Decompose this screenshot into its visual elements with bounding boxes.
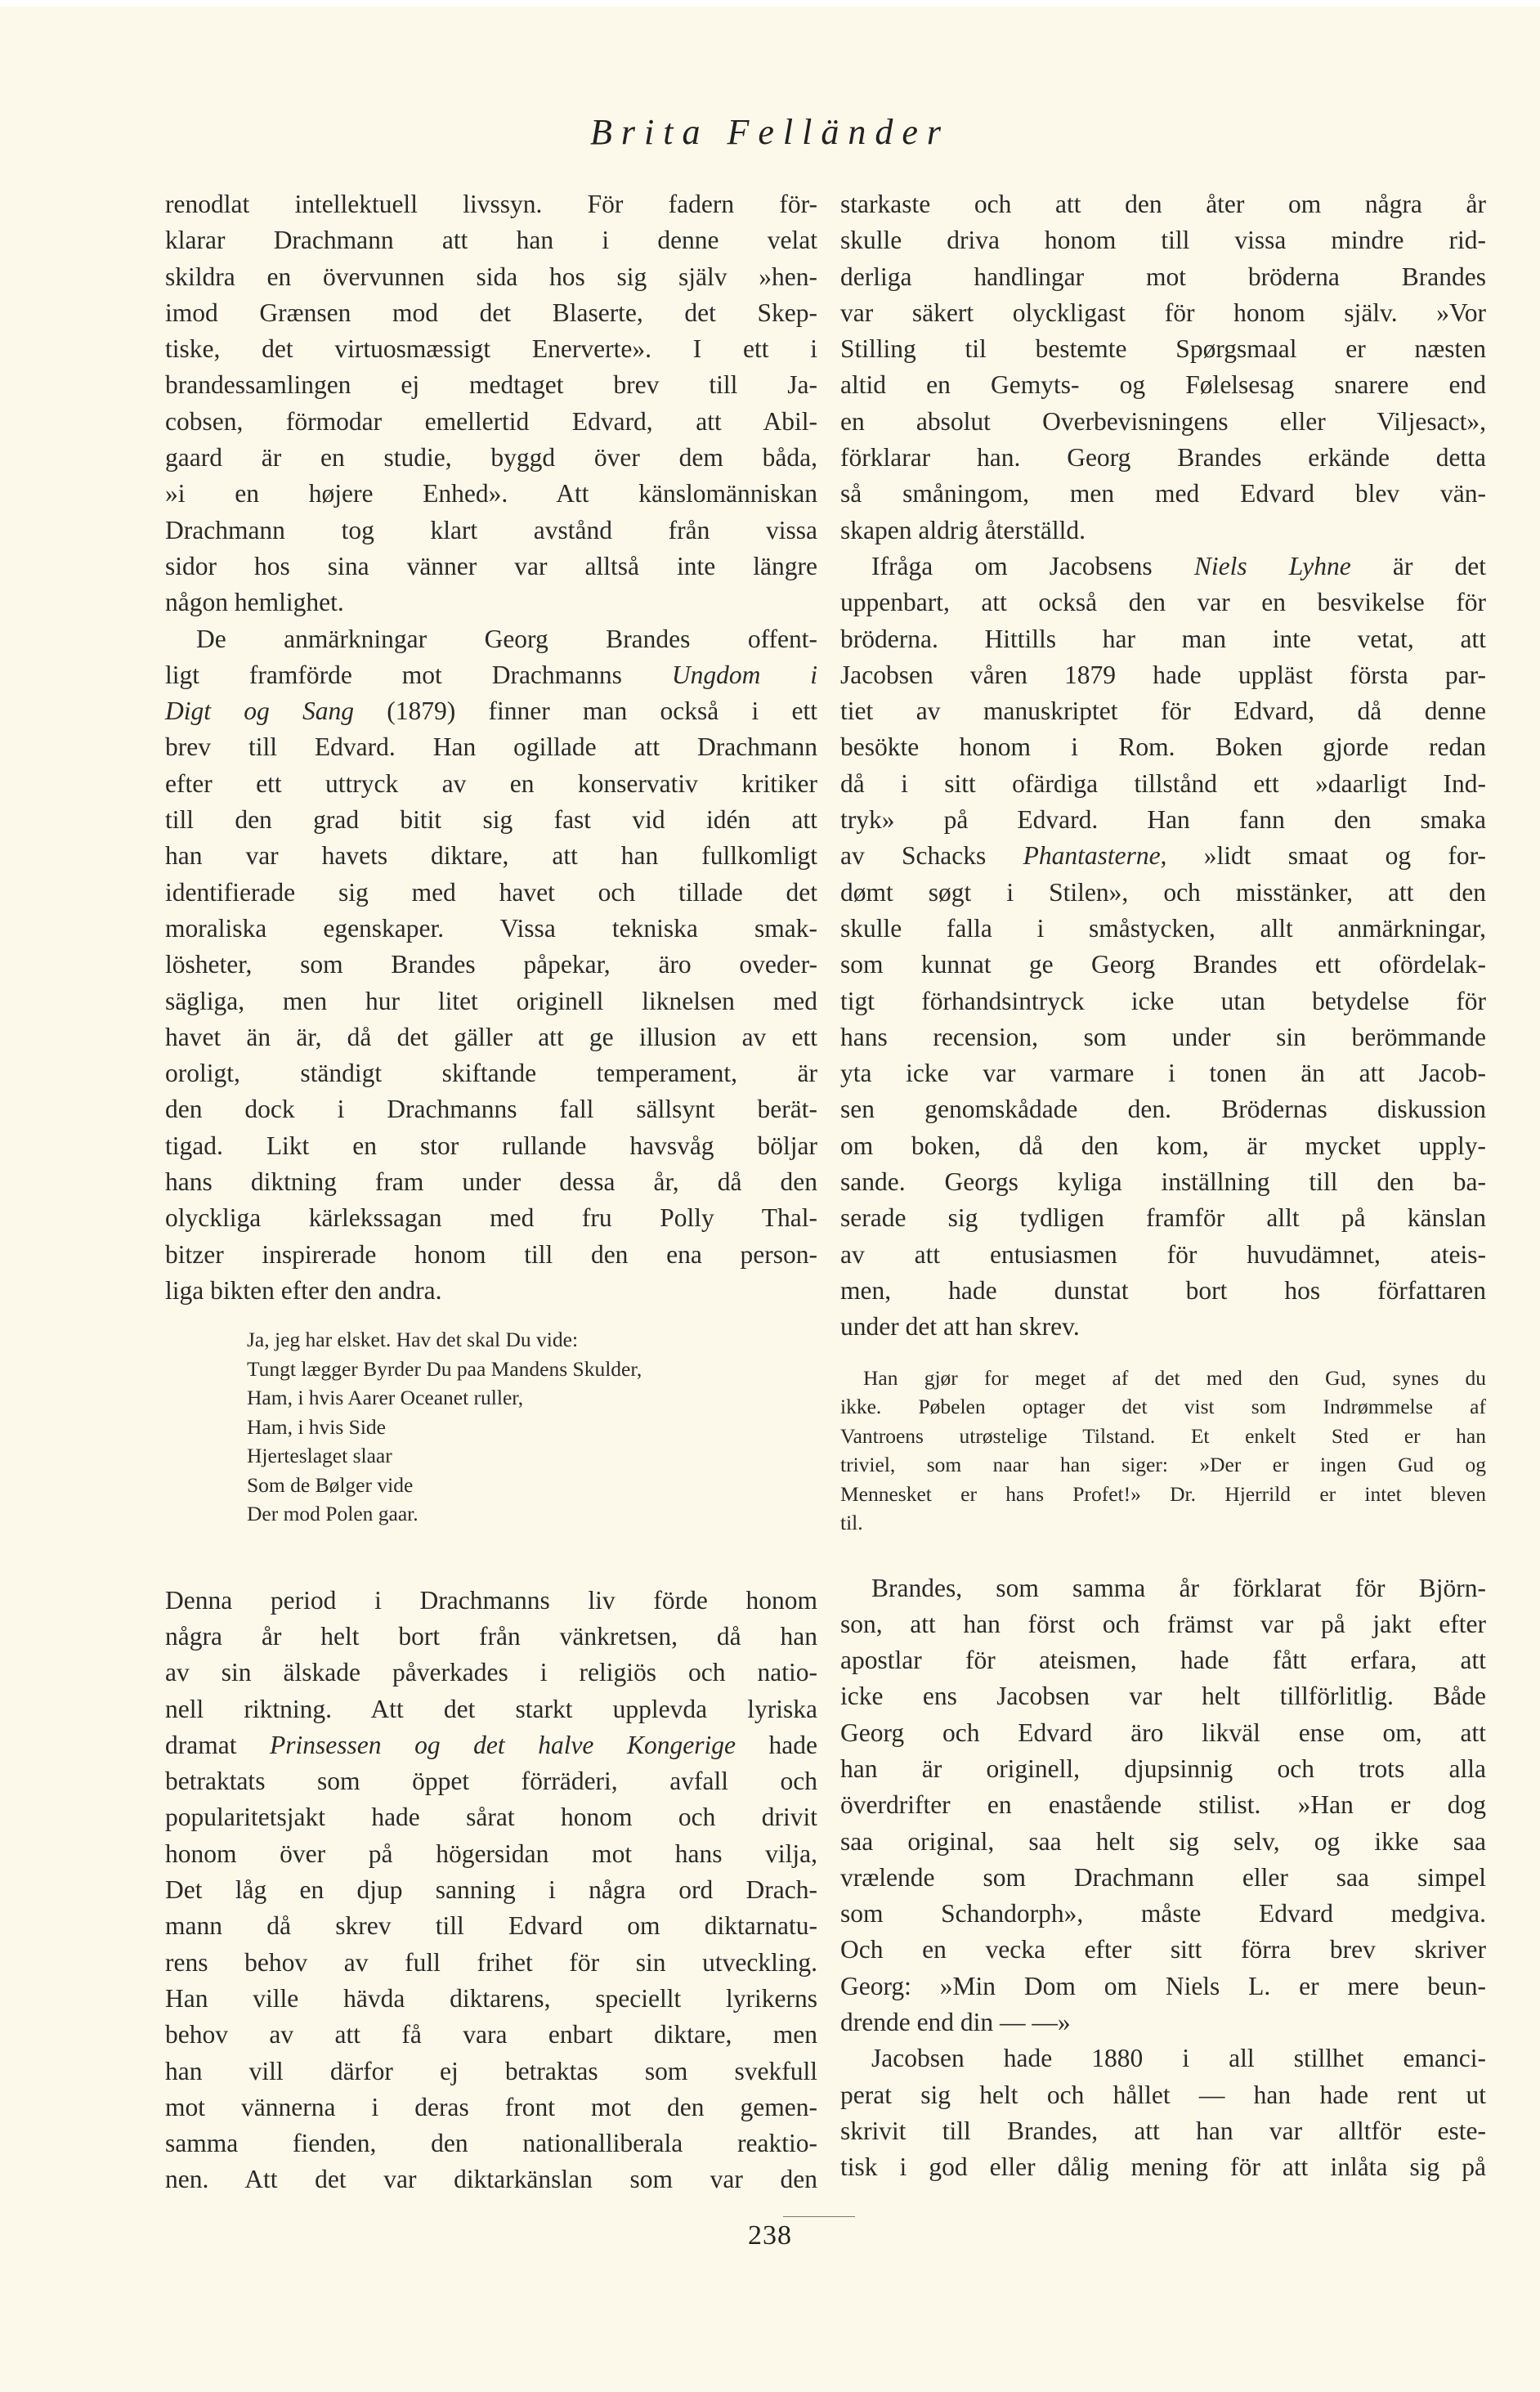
text-run: dramat [165,1730,271,1759]
text-line: mot vännerna i deras front mot den gemen- [165,2092,817,2121]
text-line: den dock i Drachmanns fall sällsynt berät- [165,1095,817,1124]
text-line: Georg: »Min Dom om Niels L. er mere beun- [840,1971,1486,2000]
text-line: tiske, det virtuosmæssigt Enerverte». I ett i [165,334,817,364]
quote-line: triviel, som naar han siger: »Der er ingen Gud og [840,1453,1486,1476]
poem-line: Ham, i hvis Aarer Oceanet ruller, [247,1386,524,1410]
text-run: ligt framförde mot Drachmanns [165,660,672,689]
text-line [840,838,1486,874]
text-line: tryk» på Edvard. Han fann den smaka [840,805,1486,835]
book-title-ungdom: Ungdom i [671,660,818,689]
text-line: gaard är en studie, byggd över dem båda, [165,443,817,473]
quote-line: ikke. Pøbelen optager det vist som Indrømmelse af [840,1395,1486,1418]
text-line: besökte honom i Rom. Boken gjorde redan [840,732,1486,762]
poem-line: Ham, i hvis Side [247,1414,386,1439]
text-line: så småningom, men med Edvard blev vän- [840,479,1486,508]
book-title-digt-og-sang: Digt og Sang [165,697,355,726]
quote-line: til. [840,1511,863,1534]
text-line: Denna period i Drachmanns liv förde honom [165,1585,817,1615]
text-line: Jacobsen våren 1879 hade uppläst första par- [840,660,1486,689]
text-line: oroligt, ständigt skiftande temperament, är [165,1059,817,1088]
right-column [840,186,1486,2186]
text-line: lösheter, som Brandes påpekar, äro oveder- [165,950,817,979]
text-line: renodlat intellektuell livssyn. För fadern för- [165,190,817,218]
text-line: var säkert olyckligast för honom själv. »Vor [840,298,1486,327]
book-title-prinsessen: Prinsessen og det halve Kongerige [270,1730,736,1759]
text-line: då i sitt ofärdiga tillstånd ett »daarligt Ind- [840,768,1486,798]
poem-line: Ja, jeg har elsket. Hav det skal Du vide: [247,1328,579,1352]
text-line: tigt förhandsintryck icke utan betydelse för [840,986,1486,1015]
running-head-author: Brita Felländer [590,112,950,152]
paragraph [840,2040,1486,2185]
paragraph [840,1570,1486,2041]
text-line: överdrifter en enastående stilist. »Han er dog [840,1790,1486,1820]
quote-line: Mennesket er hans Profet!» Dr. Hjerrild er intet bleven [840,1481,1486,1506]
text-line: till den grad bitit sig fast vid idén att [165,805,817,835]
text-line: imod Grænsen mod det Blaserte, det Skep- [165,298,817,327]
paragraph [165,186,817,621]
text-line: drende end din — —» [840,2008,1071,2037]
text-line: skildra en övervunnen sida hos sig själv »hen- [165,262,817,291]
page-number: 238 [748,2220,792,2251]
text-line: serade sig tydligen framför allt på känslan [840,1203,1486,1233]
text-line: brandessamlingen ej medtaget brev till Ja- [165,370,817,400]
text-line: icke ens Jacobsen var helt tillförlitlig. Både [840,1682,1486,1711]
text-line: dømt søgt i Stilen», och misstänker, att den [840,877,1486,907]
paragraph [840,186,1486,549]
paragraph [165,621,817,1310]
text-line: bitzer inspirerade honom till den ena person- [165,1239,817,1269]
text-line: olyckliga kärlekssagan med fru Polly Thal- [165,1203,817,1233]
text-line: Drachmann tog klart avstånd från vissa [165,515,817,544]
text-line: han var havets diktare, att han fullkomligt [165,841,817,871]
text-line: tisk i god eller dålig mening för att inlåta sig på [840,2152,1486,2182]
text-line: liga bikten efter den andra. [165,1275,442,1305]
text-run: Ifråga om Jacobsens [871,551,1194,580]
text-line: Stilling til bestemte Spørgsmaal er næsten [840,334,1486,364]
text-run: av Schacks [840,841,1023,871]
text-line: identifierade sig med havet och tillade det [165,877,817,907]
text-line: en absolut Overbevisningens eller Viljesact», [840,406,1486,436]
text-line: skulle driva honom till vissa mindre rid- [840,226,1486,255]
text-line: moraliska egenskaper. Vissa tekniska smak- [165,913,817,943]
text-line: bröderna. Hittills har man inte vetat, att [840,624,1486,653]
text-line: hans recension, som under sin berömmande [840,1022,1486,1051]
text-line: perat sig helt och hållet — han hade rent ut [840,2080,1486,2109]
poem-line: Som de Bølger vide [247,1472,414,1497]
text-line: uppenbart, att också den var en besvikelse för [840,588,1486,617]
text-line: De anmärkningar Georg Brandes offent- [196,624,817,653]
text-line: »i en højere Enhed». Att känslomänniskan [165,479,817,508]
text-line: förklarar han. Georg Brandes erkände detta [840,443,1486,473]
text-line: sidor hos sina vänner var alltså inte längre [165,551,817,580]
quote-line: Han gjør for meget af det med den Gud, synes du [863,1365,1486,1390]
text-line: apostlar för ateismen, hade fått erfara, att [840,1646,1486,1675]
paragraph [840,549,1486,1346]
text-line: några år helt bort från vänkretsen, då han [165,1622,817,1651]
text-run: är det [1350,551,1486,580]
text-line [165,657,817,693]
text-line: starkaste och att den åter om några år [840,190,1486,218]
text-line: honom över på högersidan mot hans vilja, [165,1839,817,1868]
text-line: derliga handlingar mot bröderna Brandes [840,262,1486,291]
left-column [165,186,817,2198]
text-line: av sin älskade påverkades i religiös och natio- [165,1658,817,1687]
text-line: popularitetsjakt hade sårat honom och drivit [165,1803,817,1832]
text-line: Georg och Edvard äro likväl ense om, att [840,1718,1486,1747]
book-title-phantasterne: Phantasterne, [1023,841,1167,871]
text-line: skulle falla i småstycken, allt anmärkningar, [840,913,1486,943]
text-line: havet än är, då det gäller att ge illusion av ett [165,1022,817,1051]
text-line [165,693,817,729]
text-line: tiet av manuskriptet för Edvard, då denne [840,697,1486,726]
text-line: rens behov av full frihet för sin utveckling. [165,1947,817,1977]
text-line: om boken, då den kom, är mycket upply- [840,1131,1486,1160]
text-line: vrælende som Drachmann eller saa simpel [840,1862,1486,1892]
text-line: nen. Att det var diktarkänslan som var den [165,2165,817,2194]
text-line [840,549,1486,585]
text-line: som Schandorph», måste Edvard medgiva. [840,1899,1486,1928]
text-line: Han ville hävda diktarens, speciellt lyrikerns [165,1983,817,2013]
poem-quotation [165,1325,817,1529]
text-line: sande. Georgs kyliga inställning till den ba- [840,1167,1486,1197]
text-line: som kunnat ge Georg Brandes ett ofördelak- [840,950,1486,979]
text-line: klarar Drachmann att han i denne velat [165,226,817,255]
text-line: sen genomskådade den. Brödernas diskussion [840,1095,1486,1124]
text-line: av att entusiasmen för huvudämnet, ateis- [840,1239,1486,1269]
text-run: (1879) finner man också i ett [354,697,817,726]
poem-line: Hjerteslaget slaar [247,1444,392,1468]
page-number-rule [783,2216,855,2217]
text-line: sägliga, men hur litet originell liknelsen med [165,986,817,1015]
text-line: skapen aldrig återställd. [840,515,1086,544]
text-run: »lidt smaat og for- [1166,841,1486,871]
text-line: cobsen, förmodar emellertid Edvard, att Abil- [165,406,817,436]
text-line: skrivit till Brandes, att han var alltför este- [840,2116,1486,2145]
text-line: han vill därfor ej betraktas som svekfull [165,2056,817,2085]
text-line: yta icke var varmare i tonen än att Jacob- [840,1059,1486,1088]
text-line: altid en Gemyts- og Følelsesag snarere end [840,370,1486,400]
text-line: nell riktning. Att det starkt upplevda lyriska [165,1694,817,1723]
paragraph [165,1583,817,2198]
text-line: saa original, saa helt sig selv, og ikke saa [840,1826,1486,1856]
page-edge [0,0,1540,7]
text-line: samma fienden, den nationalliberala reaktio- [165,2129,817,2158]
text-line: under det att han skrev. [840,1312,1080,1342]
text-line: tigad. Likt en stor rullande havsvåg böljar [165,1131,817,1160]
text-line: han är originell, djupsinnig och trots alla [840,1754,1486,1783]
text-line: någon hemlighet. [165,588,344,617]
text-line: behov av att få vara enbart diktare, men [165,2020,817,2049]
text-line: men, hade dunstat bort hos författaren [840,1275,1486,1305]
text-run: hade [735,1730,817,1759]
text-line: Och en vecka efter sitt förra brev skriver [840,1935,1486,1964]
text-line: brev till Edvard. Han ogillade att Drachmann [165,732,817,762]
spacer [165,1540,817,1583]
text-line: son, att han först och främst var på jakt efter [840,1609,1486,1638]
text-line: hans diktning fram under dessa år, då den [165,1167,817,1197]
poem-line: Der mod Polen gaar. [247,1502,419,1526]
book-title-niels-lyhne: Niels Lyhne [1193,551,1351,580]
poem-line: Tungt lægger Byrder Du paa Mandens Skulder, [247,1356,642,1381]
text-line [165,1727,817,1763]
text-line: Jacobsen hade 1880 i all stillhet emanci- [871,2044,1486,2073]
text-line: Det låg en djup sanning i några ord Drach- [165,1875,817,1905]
text-line: mann då skrev till Edvard om diktarnatu- [165,1911,817,1941]
quote-line: Vantroens utrøstelige Tilstand. Et enkelt Sted er han [840,1423,1486,1448]
text-line: Brandes, som samma år förklarat för Björn- [871,1573,1486,1602]
block-quotation [840,1364,1486,1538]
text-line: efter ett uttryck av en konservativ kritiker [165,768,817,798]
text-line: betraktats som öppet förräderi, avfall och [165,1767,817,1796]
